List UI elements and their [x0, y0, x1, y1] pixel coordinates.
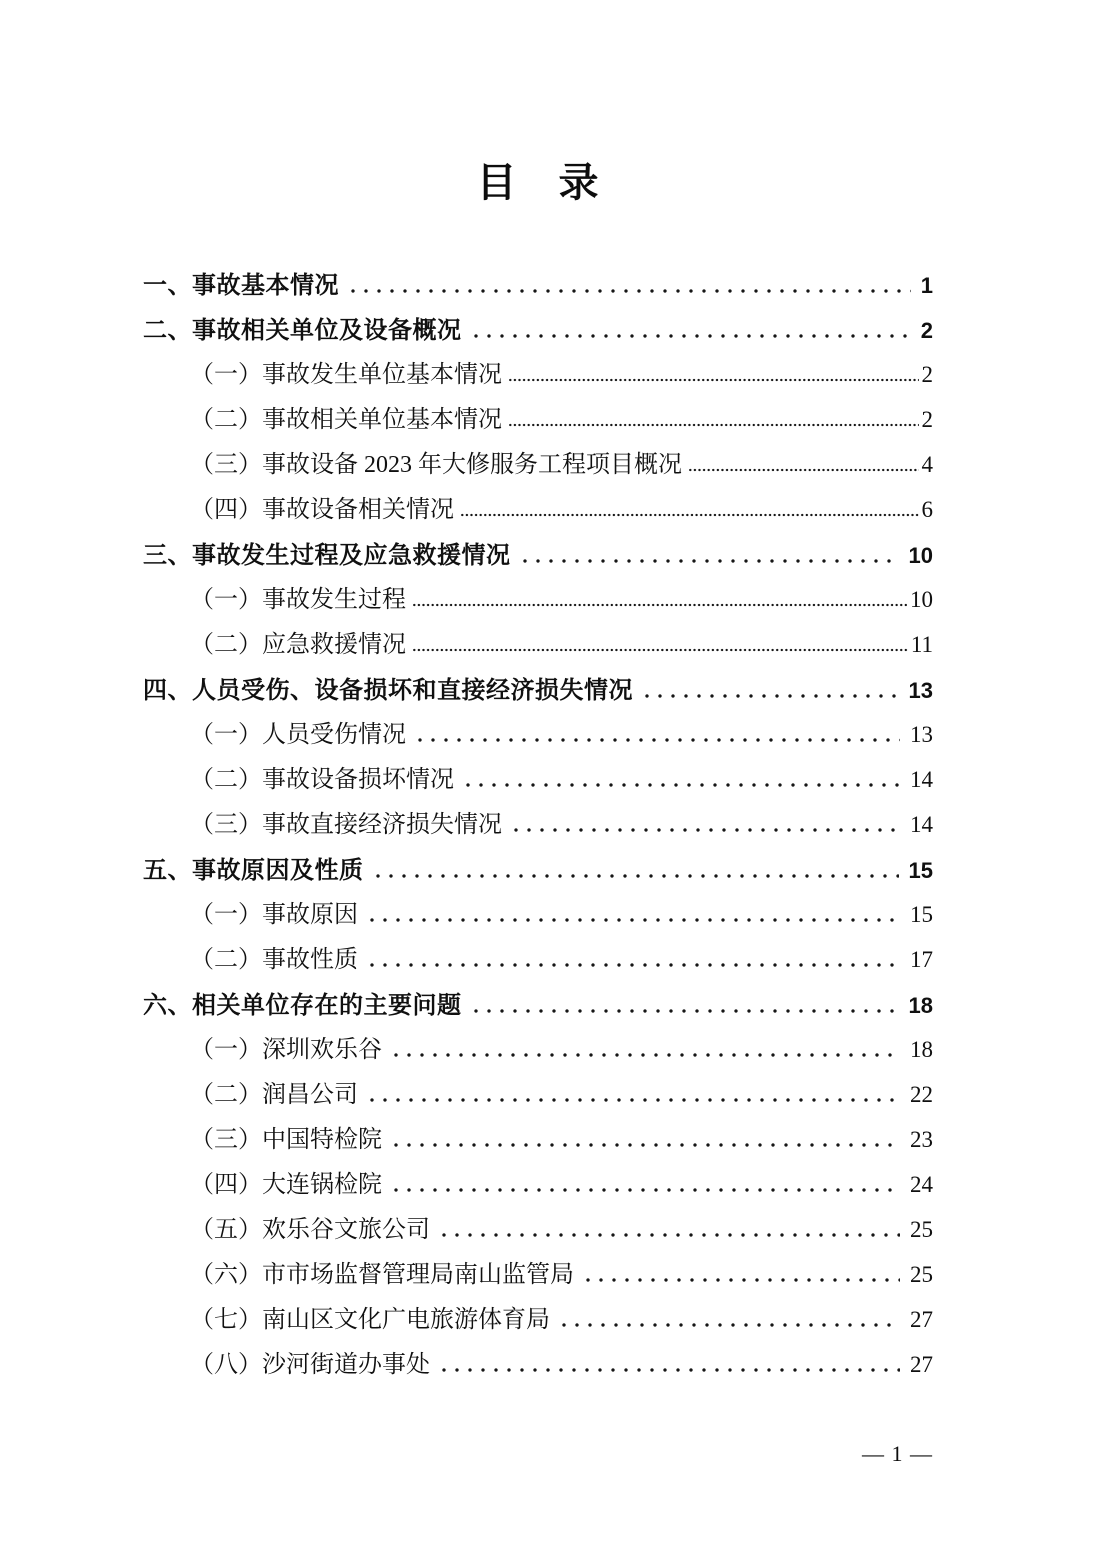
dot-leader	[370, 963, 900, 967]
toc-entry-label: （一）事故发生单位基本情况	[190, 362, 502, 388]
toc-entry-page-number: 10	[908, 543, 933, 568]
dot-leader	[509, 423, 919, 427]
toc-entry-page-number: 14	[910, 767, 933, 792]
toc-entry[interactable]	[143, 803, 933, 848]
dot-leader	[461, 513, 919, 517]
dot-leader	[442, 1368, 900, 1372]
dot-leader	[376, 874, 899, 878]
toc-entry-page-number: 10	[910, 587, 933, 612]
toc-entry-page-number: 22	[910, 1082, 933, 1107]
dot-leader	[586, 1278, 900, 1282]
toc-entry[interactable]	[143, 1073, 933, 1118]
page-title: 目 录	[476, 160, 600, 205]
toc-entry-page-number: 15	[910, 902, 933, 927]
dot-leader	[418, 738, 900, 742]
toc-entry[interactable]	[143, 713, 933, 758]
dot-leader	[474, 334, 911, 338]
toc-entry-label: （七）南山区文化广电旅游体育局	[190, 1307, 550, 1333]
toc-entry-page-number: 27	[910, 1307, 933, 1332]
footer-page-number: — 1 —	[862, 1441, 933, 1466]
toc-entry[interactable]	[143, 848, 933, 893]
toc-entry[interactable]	[143, 353, 933, 398]
toc-entry-label: （一）人员受伤情况	[190, 722, 406, 748]
toc-entry-label: （二）事故设备损坏情况	[190, 767, 454, 793]
toc-entry[interactable]	[143, 1298, 933, 1343]
toc-entry[interactable]	[143, 488, 933, 533]
toc-entry-page-number: 17	[910, 947, 933, 972]
toc-entry-page-number: 2	[921, 407, 933, 432]
toc-entry-page-number: 11	[910, 632, 933, 657]
toc-entry[interactable]	[143, 983, 933, 1028]
toc-entry[interactable]	[143, 1343, 933, 1388]
dot-leader	[394, 1143, 900, 1147]
dot-leader	[413, 603, 907, 607]
toc-entry[interactable]	[143, 443, 933, 488]
toc-entry-page-number: 13	[910, 722, 933, 747]
toc-entry-page-number: 25	[910, 1262, 933, 1287]
toc-entry-label: （一）深圳欢乐谷	[190, 1037, 382, 1063]
toc-entry[interactable]	[143, 938, 933, 983]
toc-entry-page-number: 18	[910, 1037, 933, 1062]
toc-entry[interactable]	[143, 1253, 933, 1298]
toc-entry[interactable]	[143, 668, 933, 713]
toc-entry[interactable]	[143, 398, 933, 443]
toc-entry-label: 一、事故基本情况	[143, 272, 339, 299]
toc-entry-label: （六）市市场监督管理局南山监管局	[190, 1262, 574, 1288]
toc-entry[interactable]	[143, 263, 933, 308]
dot-leader	[370, 1098, 900, 1102]
toc-entry-page-number: 18	[908, 993, 933, 1018]
dot-leader	[523, 559, 899, 563]
dot-leader	[689, 468, 919, 472]
table-of-contents	[143, 263, 933, 1388]
toc-entry-label: （四）事故设备相关情况	[190, 497, 454, 523]
dot-leader	[645, 694, 899, 698]
toc-entry-label: （三）事故设备 2023 年大修服务工程项目概况	[190, 452, 682, 478]
dot-leader	[370, 918, 900, 922]
toc-entry[interactable]	[143, 1163, 933, 1208]
toc-entry-page-number: 23	[910, 1127, 933, 1152]
toc-entry-label: 六、相关单位存在的主要问题	[143, 992, 462, 1019]
toc-entry-label: （二）应急救援情况	[190, 632, 406, 658]
toc-entry[interactable]	[143, 578, 933, 623]
toc-entry[interactable]	[143, 623, 933, 668]
toc-entry[interactable]	[143, 1208, 933, 1253]
toc-entry-label: （二）事故性质	[190, 947, 358, 973]
toc-entry-label: 三、事故发生过程及应急救援情况	[143, 542, 511, 569]
toc-entry-page-number: 25	[910, 1217, 933, 1242]
dot-leader	[514, 828, 900, 832]
toc-entry-label: （五）欢乐谷文旅公司	[190, 1217, 430, 1243]
toc-entry-page-number: 2	[921, 362, 933, 387]
dot-leader	[474, 1009, 899, 1013]
toc-entry-page-number: 27	[910, 1352, 933, 1377]
dot-leader	[413, 648, 908, 652]
toc-entry-label: （三）中国特检院	[190, 1127, 382, 1153]
toc-entry[interactable]	[143, 1118, 933, 1163]
toc-entry-page-number: 6	[921, 497, 933, 522]
toc-entry-label: （一）事故原因	[190, 902, 358, 928]
toc-entry-page-number: 15	[908, 858, 933, 883]
toc-entry-label: 二、事故相关单位及设备概况	[143, 317, 462, 344]
toc-entry-label: 五、事故原因及性质	[143, 857, 364, 884]
toc-entry-page-number: 24	[910, 1172, 933, 1197]
toc-entry-page-number: 4	[921, 452, 933, 477]
toc-entry-label: （二）事故相关单位基本情况	[190, 407, 502, 433]
toc-entry-label: （一）事故发生过程	[190, 587, 406, 613]
toc-entry-page-number: 1	[920, 273, 933, 298]
toc-entry-page-number: 2	[920, 318, 933, 343]
dot-leader	[394, 1188, 900, 1192]
dot-leader	[351, 289, 911, 293]
dot-leader	[562, 1323, 900, 1327]
toc-entry[interactable]	[143, 1028, 933, 1073]
toc-entry-page-number: 14	[910, 812, 933, 837]
toc-entry[interactable]	[143, 893, 933, 938]
dot-leader	[509, 378, 919, 382]
toc-entry[interactable]	[143, 308, 933, 353]
dot-leader	[442, 1233, 900, 1237]
dot-leader	[394, 1053, 900, 1057]
toc-entry-label: （二）润昌公司	[190, 1082, 358, 1108]
toc-entry[interactable]	[143, 533, 933, 578]
toc-entry[interactable]	[143, 758, 933, 803]
toc-entry-label: （三）事故直接经济损失情况	[190, 812, 502, 838]
toc-entry-label: 四、人员受伤、设备损坏和直接经济损失情况	[143, 677, 633, 704]
dot-leader	[466, 783, 900, 787]
toc-entry-page-number: 13	[908, 678, 933, 703]
toc-entry-label: （八）沙河街道办事处	[190, 1352, 430, 1378]
toc-entry-label: （四）大连锅检院	[190, 1172, 382, 1198]
